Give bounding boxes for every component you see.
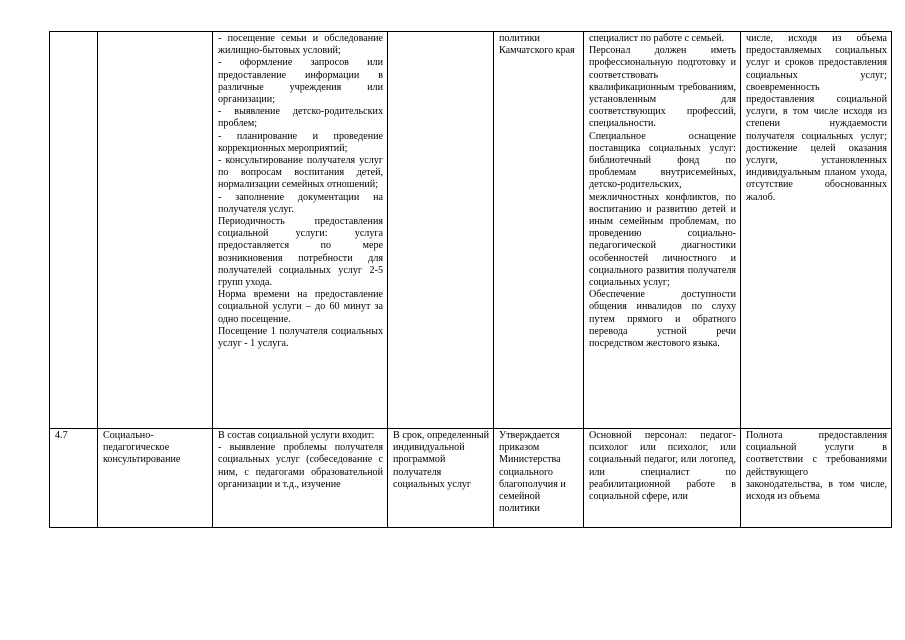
content-line: - консультирование получателя услуг по вопросам воспитания детей, нормализации семейных отношений;: [218, 155, 383, 191]
conditions-line: специалист по работе с семьей.: [589, 33, 725, 44]
service-name-cell: Социально-педагогическое консультирование: [98, 429, 213, 528]
service-number-cell: [50, 32, 98, 429]
table-row: [50, 429, 892, 528]
content-line: - выявление проблемы получателя социальных услуг (собеседование с ним, с педагогами образовательной организации и т.д., изучение: [218, 442, 383, 490]
quality-line: числе, исходя из объема предоставляемых социальных услуг и сроков предоставления социальных услуг; своевременность предоставления социальной услуги, в том числе исходя из степени нуждаемости получателя социальных услуг; достижение целей оказания услуги, установленных индивидуальным планом ухода, отсутствие обоснованных жалоб.: [746, 33, 887, 203]
service-number-cell: 4.7: [50, 429, 98, 528]
service-content-cell: [213, 32, 388, 429]
content-line: - оформление запросов или предоставление информации в различные учреждения или организации;: [218, 57, 383, 106]
service-name-cell: [98, 32, 213, 429]
content-line: Норма времени на предоставление социальной услуги – до 60 минут за одно посещение.: [218, 289, 383, 325]
service-conditions-cell: [584, 32, 741, 429]
conditions-line: Персонал должен иметь профессиональную подготовку и соответствовать квалификационным требованиям, установленным для соответствующих профессий, специальности.: [589, 45, 736, 130]
service-quality-cell: [741, 32, 892, 429]
content-line: - планирование и проведение коррекционных мероприятий;: [218, 130, 383, 154]
content-line: - посещение семьи и обследование жилищно-бытовых условий;: [218, 33, 383, 57]
service-tariff-cell: Утверждается приказом Министерства социального благополучия и семейной политики: [494, 429, 584, 528]
service-term-cell: В срок, определенный индивидуальной программой получателя социальных услуг: [388, 429, 494, 528]
quality-line: Полнота предоставления социальной услуги в соответствии с требованиями действующего законодательства, в том числе, исходя из объема: [746, 430, 887, 503]
conditions-line: Обеспечение доступности общения инвалидов по слуху путем прямого и обратного перевода устной речи посредством жестового языка.: [589, 289, 736, 350]
service-conditions-cell: [584, 429, 741, 528]
content-line: Периодичность предоставления социальной услуги: услуга предоставляется по мере возникновения потребности для получателей социальных услуг 2-5 групп ухода.: [218, 216, 383, 289]
services-table: [49, 31, 892, 528]
content-line: Посещение 1 получателя социальных услуг - 1 услуга.: [218, 325, 383, 350]
service-term-cell: [388, 32, 494, 429]
content-line: - заполнение документации на получателя услуг.: [218, 191, 383, 215]
conditions-line: Основной персонал: педагог-психолог или психолог, или социальный педагог, или логопед, или специалист по реабилитационной работе в социальной сфере, или: [589, 430, 736, 503]
table-row: [50, 32, 892, 429]
service-tariff-cell: политики Камчатского края: [494, 32, 584, 429]
service-quality-cell: [741, 429, 892, 528]
service-content-cell: [213, 429, 388, 528]
content-line: В состав социальной услуги входит:: [218, 430, 375, 441]
conditions-line: Специальное оснащение поставщика социальных услуг: библиотечный фонд по проблемам внутрисемейных, детско-родительских, межличностных конфликтов, по воспитанию и развитию детей и иным семейным проблемам, по проведению социально-педагогической диагностики особенностей личностного и социального развития получателя социальных услуг;: [589, 130, 736, 289]
content-line: - выявление детско-родительских проблем;: [218, 106, 383, 130]
